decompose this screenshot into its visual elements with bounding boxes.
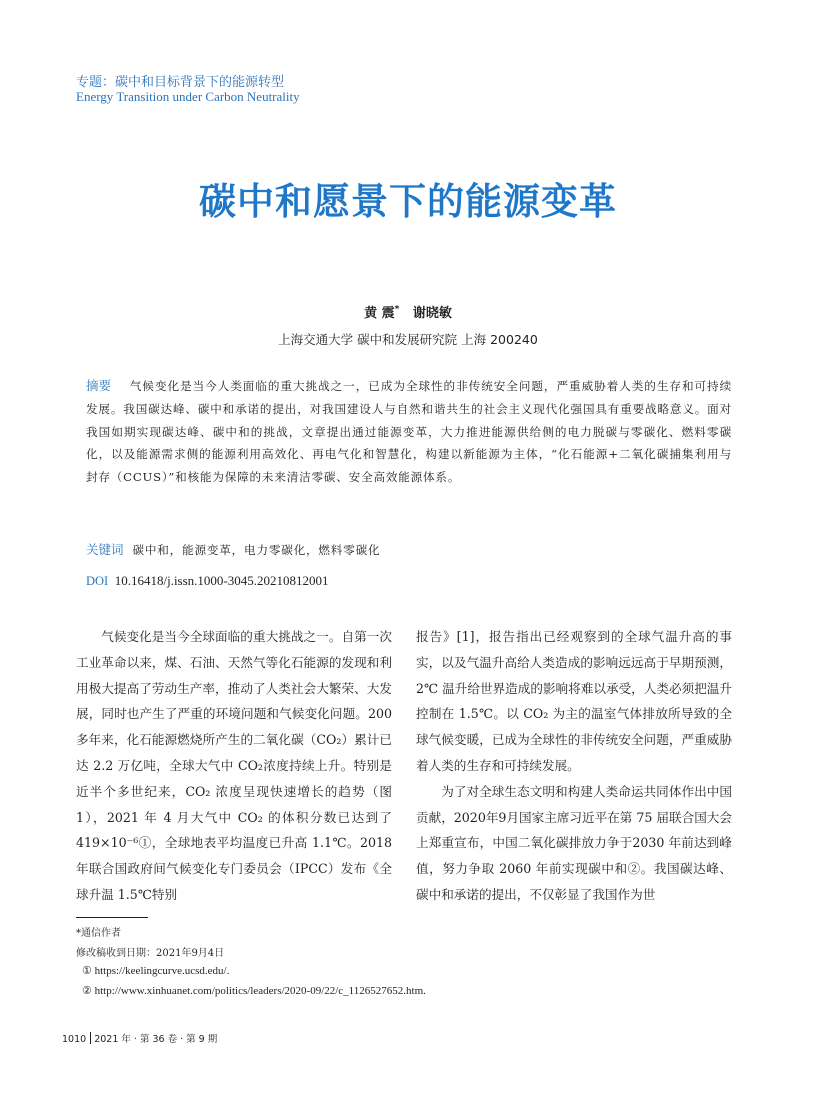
body-paragraph: 报告》[1]，报告指出已经观察到的全球气温升高的事实，以及气温升高给人类造成的影响远远高于早期预测，2℃ 温升给世界造成的影响将难以承受，人类必须把温升控制在 1.5℃。以 CO₂ 为主的温室气体排放所导致的全球气候变暖，已成为全球性的非传统安全问题，严重威胁着人类的生存和可持续发展。	[416, 629, 732, 773]
series-title-cn: 专题：碳中和目标背景下的能源转型	[76, 75, 285, 90]
issue-info: 2021 年 · 第 36 卷 · 第 9 期	[94, 1034, 218, 1045]
footnote-received: 修改稿收到日期：2021年9月4日	[76, 948, 225, 959]
footnote-2: ② http://www.xinhuanet.com/politics/leaders/2020-09/22/c_1126527652.htm.	[82, 985, 426, 997]
abstract-label: 摘要	[86, 378, 112, 393]
abstract-text: 气候变化是当今人类面临的重大挑战之一，已成为全球性的非传统安全问题，严重威胁着人类的生存和可持续发展。我国碳达峰、碳中和承诺的提出，对我国建设人与自然和谐共生的社会主义现代化强国具有重要战略意义。面对我国如期实现碳达峰、碳中和的挑战，文章提出通过能源变革，大力推进能源供给侧的电力脱碳与零碳化、燃料零碳化，以及能源需求侧的能源利用高效化、再电气化和智慧化，构建以新能源为主体，“化石能源+二氧化碳捕集利用与封存（CCUS）”和核能为保障的未来清洁零碳、安全高效能源体系。	[86, 379, 732, 485]
body-paragraph: 为了对全球生态文明和构建人类命运共同体作出中国贡献，2020年9月国家主席习近平在第 75 届联合国大会上郑重宣布，中国二氧化碳排放力争于2030 年前达到峰值，努力争取 2060 年前实现碳中和②。我国碳达峰、碳中和承诺的提出，不仅彰显了我国作为世	[416, 783, 732, 902]
article-title: 碳中和愿景下的能源变革	[199, 180, 617, 223]
footnote-corresponding: *通信作者	[76, 928, 121, 939]
footnote-rule	[76, 917, 148, 918]
abstract	[86, 375, 732, 489]
body-column-right	[416, 624, 732, 908]
doi-label: DOI	[86, 574, 109, 588]
page-footer	[62, 1031, 217, 1045]
keywords	[86, 540, 380, 558]
body-column-left	[76, 624, 392, 908]
body-paragraph: 气候变化是当今全球面临的重大挑战之一。自第一次工业革命以来，煤、石油、天然气等化石能源的发现和利用极大提高了劳动生产率，推动了人类社会大繁荣、大发展，同时也产生了严重的环境问题和气候变化问题。200 多年来，化石能源燃烧所产生的二氧化碳（CO₂）累计已达 2.2 万亿吨，全球大气中 CO₂浓度持续上升。特别是近半个多世纪来，CO₂ 浓度呈现快速增长的趋势（图 1），2021 年 4 月大气中 CO₂ 的体积分数已达到了 419×10⁻⁶①，全球地表平均温度已升高 1.1℃。2018 年联合国政府间气候变化专门委员会（IPCC）发布《全球升温 1.5℃特别	[76, 629, 392, 902]
doi	[86, 573, 329, 589]
keywords-label: 关键词	[86, 542, 124, 557]
author-1: 黄 震	[364, 306, 395, 321]
authors	[0, 302, 816, 321]
page-number: 1010	[62, 1034, 87, 1045]
affiliation: 上海交通大学 碳中和发展研究院 上海 200240	[278, 332, 538, 347]
footnote-1: ① https://keelingcurve.ucsd.edu/.	[82, 965, 230, 977]
footer-divider	[90, 1032, 91, 1044]
corresponding-mark: *	[394, 304, 400, 315]
keywords-text: 碳中和，能源变革，电力零碳化，燃料零碳化	[132, 543, 381, 557]
author-2: 谢晓敏	[412, 306, 452, 321]
doi-value: 10.16418/j.issn.1000-3045.20210812001	[114, 573, 329, 588]
series-title-en: Energy Transition under Carbon Neutrality	[76, 89, 300, 104]
